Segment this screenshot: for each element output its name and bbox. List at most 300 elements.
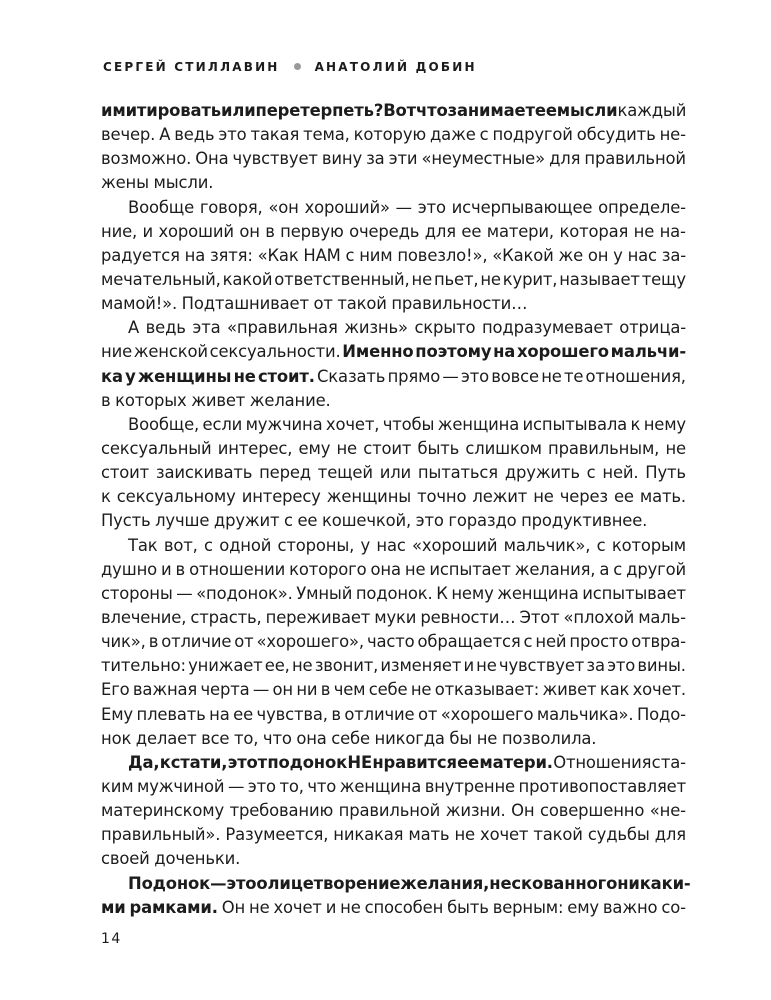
word: не [410,680,432,700]
word: для [424,221,456,241]
word: «не- [649,801,686,821]
word: стоит [363,438,412,458]
word: от [234,632,254,652]
word: ни [296,680,318,700]
word: чувствует [232,149,318,169]
bold-word: имитировать [101,101,221,120]
word: тещей [317,463,373,483]
word: слишком [465,438,542,458]
word: ним [359,245,393,265]
word: тительно: [101,656,186,676]
word: лучше [155,511,210,531]
word: доченьки. [154,849,241,869]
bold-word: матери. [479,752,553,772]
word: стоит [101,463,150,483]
word: другой [626,559,686,579]
text-line [101,244,686,268]
word: это [607,656,636,676]
word: материнскому [101,801,225,821]
word: Он [221,897,246,917]
running-header [103,60,477,74]
word: противопоставляет [518,776,686,796]
word: — [252,680,270,700]
word: «неуместные» [421,149,545,169]
bold-word: ка [101,366,123,386]
word: ней [535,632,567,652]
word: повезло!», [397,245,488,265]
word: Она [195,149,229,169]
word: первую [280,221,344,241]
word: через [559,487,608,507]
word: ему [567,897,599,917]
word: то, [233,728,259,748]
word: НАМ [303,245,341,265]
header-separator-dot [294,63,301,70]
word: А [159,125,171,145]
word: в [331,704,341,724]
word: Пусть [101,511,151,531]
word: правильной [338,801,441,821]
word: способен [364,897,444,917]
bold-word: что [416,101,448,120]
header-author-1: СЕРГЕЙ СТИЛЛАВИН [103,60,280,74]
bold-word: Да, [128,752,160,772]
word: влечение, [101,607,187,627]
word: мысли. [153,173,214,193]
text-line [101,220,686,244]
text-line [101,872,691,896]
word: ким [101,776,134,796]
text-line [101,534,686,558]
word: такой [337,294,387,314]
bold-word: хорошего [516,342,609,362]
word: даже [430,125,476,145]
word: быть [417,438,460,458]
word: которым [611,535,686,555]
word: правильным, [548,438,660,458]
word: ние [101,342,133,362]
word: не- [659,125,686,145]
word: «подонок». [196,583,293,603]
word: и [325,897,337,917]
word: которого [289,559,367,579]
word: дружить [504,463,580,483]
word: нему [451,583,494,603]
word: чик», [101,632,146,652]
bold-word: у [125,366,136,386]
bold-word: женщины [137,366,232,386]
word: то, [279,776,304,796]
word: с [479,125,489,145]
word: у [613,245,623,265]
word: ее, [264,656,290,676]
word: к [630,414,641,434]
bold-word: рамками. [129,897,218,917]
bold-word: Подонок [128,873,211,893]
word: сексуальности. [209,342,341,362]
word: нас [376,535,406,555]
word: мужчиной [137,776,225,796]
word: маль- [638,607,686,627]
word: обсудить [576,125,656,145]
word: Подо- [636,704,686,724]
word: с [613,559,623,579]
word: не [340,897,361,917]
text-line [101,171,686,195]
word: чем [333,680,366,700]
word: которую [353,125,427,145]
word: с [523,632,533,652]
word: Так [128,535,158,555]
word: вины. [637,656,686,676]
word: часто [366,632,415,652]
word: лежит [472,487,528,507]
word: отличие [344,704,415,724]
bold-word: не [233,366,256,386]
word: он [587,245,609,265]
word: продуктивнее. [521,511,648,531]
word: быть [447,897,489,917]
bold-word: Именно [342,342,414,362]
word: не [541,366,562,386]
word: желания, [514,559,596,579]
word: а [599,559,610,579]
word: матери, [486,221,554,241]
word: такой [533,825,583,845]
word: мамой!». [101,294,178,314]
word: интересу [241,487,321,507]
word: женщина [339,776,422,796]
word: нок [101,728,132,748]
word: же [558,245,584,265]
word: хочет. [632,680,686,700]
text-line [101,196,686,220]
word: «хорошего», [256,632,364,652]
word: просто [569,632,629,652]
word: не [476,728,498,748]
word: отвра- [631,632,686,652]
word: нас [627,245,657,265]
word: он [239,221,260,241]
text-line [101,606,686,630]
word: за [366,149,385,169]
word: не [249,897,270,917]
text-line [101,413,686,437]
word: ее [461,221,482,241]
text-line [101,509,686,533]
word: на- [659,221,686,241]
word: как [599,680,630,700]
word: на [184,245,206,265]
word: мать [408,825,450,845]
word: не [404,559,426,579]
text-line [101,630,686,654]
word: что [307,776,337,796]
word: хочет, [325,414,380,434]
word: радуется [101,245,180,265]
word: вот, [163,535,198,555]
word: внутренне [424,776,515,796]
word: себе [331,728,370,748]
word: не [633,221,655,241]
word: заискивать [155,463,253,483]
bold-word: кстати, [159,752,228,772]
word: не [291,656,313,676]
word: А [128,318,140,338]
word: для [549,149,581,169]
bold-word: ее [457,752,480,772]
word: Путь [645,463,686,483]
word: очередь [349,221,420,241]
word: испытает [429,559,511,579]
bold-word: перетерпеть? [255,101,384,120]
word: плевать [136,704,206,724]
word: Вообще, [128,414,200,434]
word: женской [133,342,208,362]
text-line [101,582,686,606]
word: хороший» [304,197,390,217]
word: это [247,776,276,796]
word: отношении [189,559,286,579]
word: эти [388,149,418,169]
word: судьбы [587,825,650,845]
text-line [101,461,686,485]
word: жизнь» [344,318,408,338]
word: важно [602,897,658,917]
word: «он [268,197,299,217]
word: это [415,511,444,531]
word: стороны, [277,535,355,555]
word: зятя: [209,245,253,265]
word: никакая [333,825,404,845]
word: говоря, [199,197,263,217]
word: называет [559,269,640,289]
bold-word: или [221,101,256,120]
word: хочет [480,825,529,845]
word: ведь [174,125,215,145]
word: ее [614,487,634,507]
word: дружит [213,511,280,531]
word: «хорошего [440,704,534,724]
word: верным: [492,897,564,917]
word: в [148,632,159,652]
word: какой [222,269,273,289]
word: требованию [229,801,334,821]
word: от [313,294,333,314]
text-line [101,558,686,582]
word: вовсе [491,366,539,386]
word: Отношения [553,752,652,772]
word: со- [661,897,686,917]
word: душно [101,559,158,579]
word: женщина [437,414,520,434]
word: — [176,583,193,603]
word: с [345,245,355,265]
word: у [360,535,371,555]
word: в [101,390,111,410]
text-line [101,751,686,775]
text-line [101,823,686,847]
word: ему [298,438,331,458]
word: — [395,197,412,217]
text-line [101,654,686,678]
word: кошечкой, [321,511,412,531]
bold-word: скованного [511,873,618,893]
word: в [265,221,275,241]
text-line [101,678,686,702]
word: — [442,366,459,386]
text-line [101,147,686,171]
text-line [101,365,686,389]
word: отличие [161,632,232,652]
text-line [101,799,686,823]
word: живет [542,680,597,700]
word: Сказать [317,366,386,386]
word: с [204,535,213,555]
word: не [533,487,554,507]
bold-word: это [226,873,257,893]
word: испытывала [522,414,628,434]
word: не [476,656,497,676]
word: с [651,752,661,772]
word: ее [297,511,318,531]
word: себе [368,680,408,700]
word: отказывает: [434,680,540,700]
text-line [101,847,686,871]
word: не [411,269,433,289]
word: Его [101,680,130,700]
word: которая [559,221,629,241]
word: и [161,559,172,579]
bold-word: стоит. [257,366,315,386]
word: унижает [188,656,263,676]
word: с [284,511,293,531]
bold-word: — [210,873,227,893]
word: своей [101,849,150,869]
word: жены [101,173,149,193]
word: та- [660,752,686,772]
word: ответственный, [274,269,410,289]
word: Умный [296,583,353,603]
word: с [596,535,606,555]
word: «плохой [563,607,635,627]
word: вину [321,149,363,169]
word: от [418,704,438,724]
word: желание. [249,390,331,410]
word: не [454,825,475,845]
bold-word: мысли [556,101,618,120]
word: совершенно [539,801,645,821]
bold-word: ее [534,101,557,120]
word: звонит, [314,656,379,676]
word: мужчина [245,414,323,434]
text-line [101,389,686,413]
text-line [101,123,686,147]
text-line [101,485,686,509]
text-line [101,775,686,799]
bold-word: поэтому [415,342,492,362]
word: она [296,728,327,748]
word: каждый [617,101,687,120]
word: к [101,487,111,507]
word: пытаться [417,463,498,483]
word: возможно. [101,149,192,169]
word: нему [643,414,686,434]
word: что [262,728,292,748]
word: это [218,125,247,145]
word: важная [132,680,198,700]
word: правильности… [391,294,528,314]
word: страсть, [190,607,262,627]
word: чувствует [498,656,585,676]
word: интерес, [217,438,293,458]
word: определе- [598,197,686,217]
word: за- [661,245,686,265]
word: в [175,559,186,579]
word: это [417,197,446,217]
word: живет [191,390,246,410]
word: позволила. [501,728,597,748]
word: пьет, [433,269,479,289]
word: которых [115,390,187,410]
word: не [480,269,501,289]
word: хочет [273,897,322,917]
word: К [436,583,448,603]
page-number: 14 [101,931,122,947]
word: перед [259,463,311,483]
word: мальчик», [503,535,591,555]
word: ревности… [420,607,516,627]
word: если [202,414,243,434]
bold-word: подонок [267,752,348,772]
body-text [101,99,691,920]
word: точно [417,487,467,507]
word: не [336,438,357,458]
word: никогда [374,728,445,748]
text-line [101,727,686,751]
word: обращается [417,632,521,652]
bold-word: не [489,873,512,893]
word: чтобы [382,414,435,434]
word: отрица- [619,318,686,338]
bold-word: нравится [372,752,457,772]
word: делает [135,728,197,748]
word: сексуальный [101,438,212,458]
word: муки [374,607,417,627]
word: прямо [387,366,441,386]
bold-word: мальчи- [610,342,686,362]
word: Разумеется, [225,825,329,845]
bold-word: на [493,342,516,362]
word: эта [192,318,221,338]
word: с [586,463,596,483]
word: она [370,559,401,579]
text-line [101,316,686,340]
word: бы [449,728,473,748]
word: — [227,776,245,796]
word: Подташнивает [181,294,309,314]
word: гораздо [448,511,517,531]
word: «Какой [492,245,554,265]
word: «хороший [412,535,498,555]
word: правильной [584,149,686,169]
word: не [665,438,686,458]
word: ние, [101,221,138,241]
word: Он [511,801,535,821]
bold-word: олицетворение [256,873,401,893]
bold-word: этот [227,752,268,772]
word: женщина [497,583,579,603]
